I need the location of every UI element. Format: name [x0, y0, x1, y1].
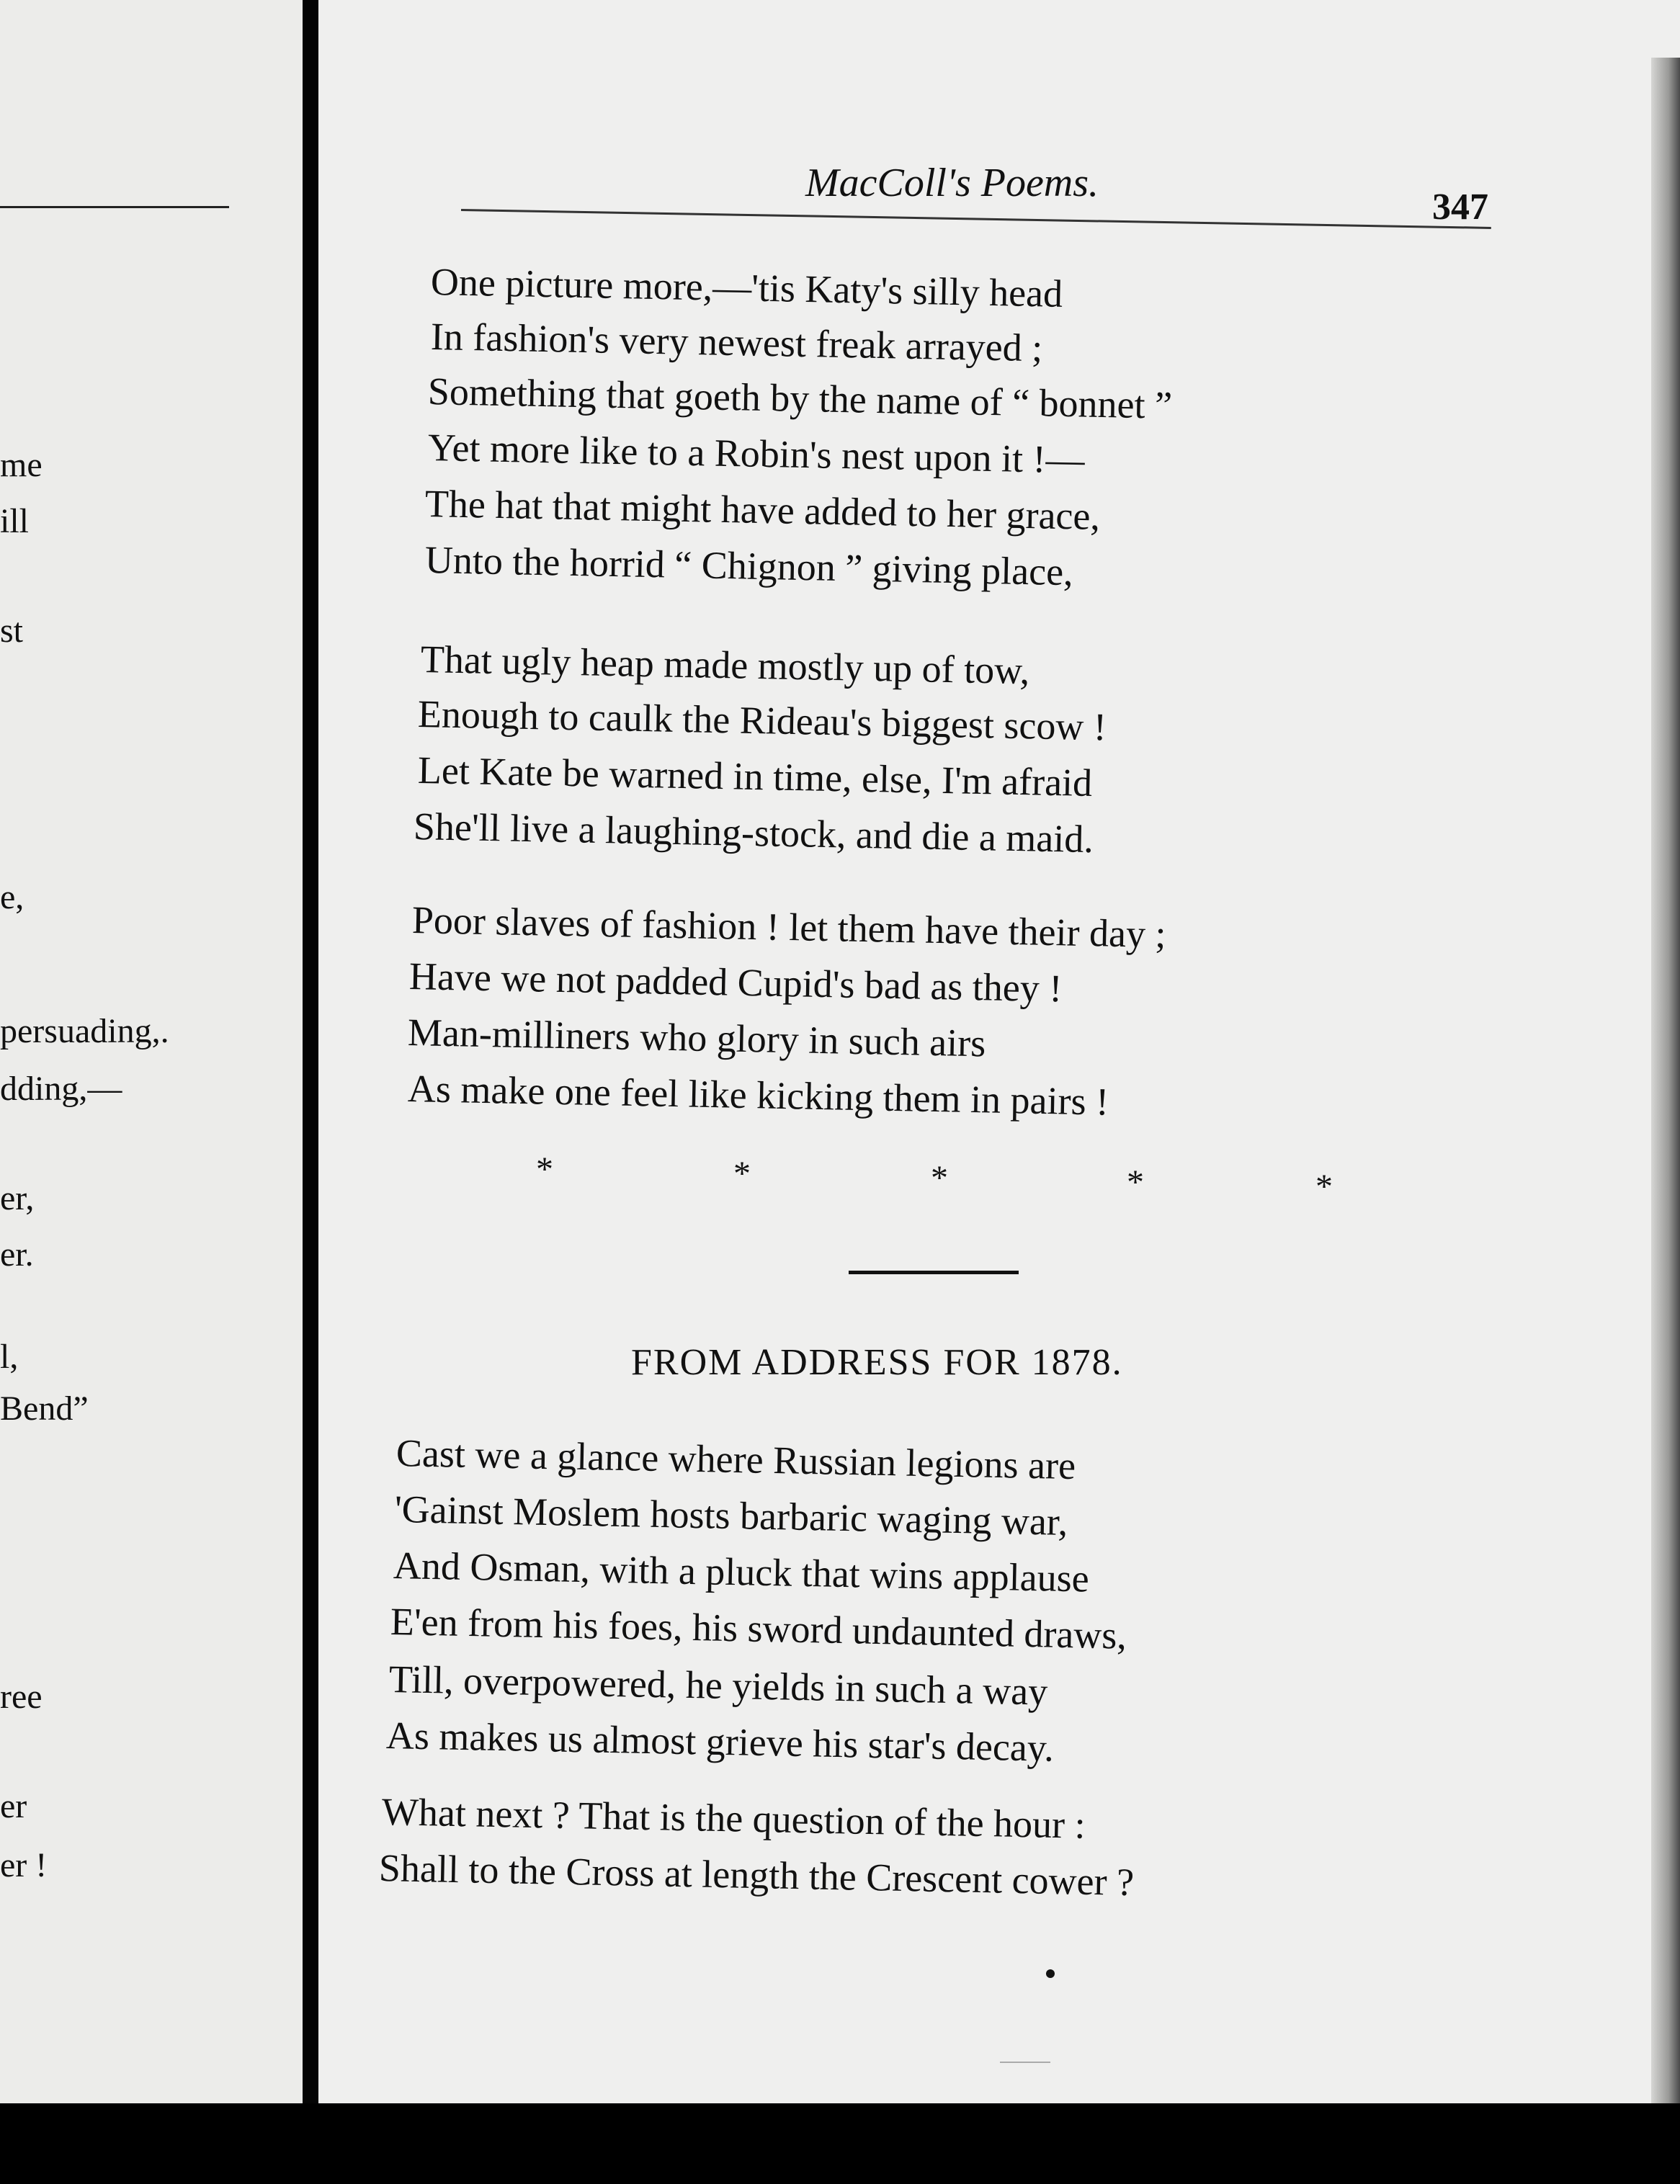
poem-line: Cast we a glance where Russian legions are — [396, 1431, 1076, 1488]
poem-line: And Osman, with a pluck that wins applause — [393, 1544, 1090, 1601]
left-page-fragment: me — [0, 446, 43, 484]
poem-line: As make one feel like kicking them in pairs ! — [407, 1067, 1109, 1124]
left-page-rule — [0, 206, 229, 208]
running-title: MacColl's Poems. — [805, 161, 1099, 205]
poem-line: Poor slaves of fashion ! let them have their day ; — [411, 898, 1167, 957]
page-edge — [1651, 58, 1680, 2103]
left-page-fragment: dding,— — [0, 1070, 122, 1108]
poem-line: One picture more,—'tis Katy's silly head — [430, 260, 1063, 315]
poem-line: The hat that might have added to her grace, — [424, 482, 1101, 538]
poem-line: As makes us almost grieve his star's decay. — [385, 1714, 1055, 1770]
left-page-fragment: ill — [0, 502, 30, 540]
left-page-fragment: e, — [0, 878, 24, 916]
book-gutter — [303, 0, 318, 2184]
poem-line: E'en from his foes, his sword undaunted draws, — [390, 1600, 1127, 1657]
scan-border — [0, 2103, 1680, 2184]
left-page-fragment: er, — [0, 1179, 35, 1217]
asterisk: * — [1315, 1168, 1333, 1206]
left-page-fragment: er — [0, 1787, 27, 1825]
section-divider — [849, 1271, 1019, 1274]
left-page-fragment: er. — [0, 1235, 34, 1274]
left-page-fragment: persuading,. — [0, 1012, 169, 1050]
asterisk: * — [536, 1150, 553, 1189]
poem-line: Let Kate be warned in time, else, I'm afraid — [417, 748, 1093, 805]
page-number: 347 — [1432, 187, 1488, 228]
asterisk: * — [931, 1159, 948, 1197]
left-page-fragment: st — [0, 612, 24, 650]
poem-line: What next ? That is the question of the hour : — [381, 1790, 1086, 1847]
asterisk: * — [733, 1155, 751, 1193]
left-page-fragment: l, — [0, 1338, 19, 1376]
ink-dot — [1046, 1969, 1055, 1978]
poem-line: In fashion's very newest freak arrayed ; — [430, 315, 1043, 370]
left-page-fragment: er ! — [0, 1846, 48, 1884]
poem-line: Yet more like to a Robin's nest upon it !— — [427, 426, 1086, 482]
poem-line: Shall to the Cross at length the Crescent cower ? — [378, 1846, 1135, 1905]
left-page — [0, 0, 303, 2161]
poem-line: That ugly heap made mostly up of tow, — [420, 637, 1030, 693]
poem-line: 'Gainst Moslem hosts barbaric waging war, — [394, 1487, 1068, 1544]
left-page-fragment: ree — [0, 1678, 43, 1716]
poem-line: Man-milliners who glory in such airs — [407, 1011, 986, 1065]
poem-line: She'll live a laughing-stock, and die a maid. — [413, 805, 1094, 861]
poem-line: Have we not padded Cupid's bad as they ! — [408, 954, 1063, 1011]
section-title: FROM ADDRESS FOR 1878. — [631, 1342, 1123, 1383]
asterisk: * — [1127, 1163, 1144, 1201]
poem-line: Till, overpowered, he yields in such a way — [388, 1657, 1048, 1714]
poem-line: Unto the horrid “ Chignon ” giving place, — [424, 538, 1074, 594]
poem-line: Something that goeth by the name of “ bonnet ” — [427, 370, 1173, 427]
faint-mark — [1000, 2062, 1050, 2063]
poem-line: Enough to caulk the Rideau's biggest scow ! — [417, 692, 1107, 749]
left-page-fragment: Bend” — [0, 1389, 89, 1428]
